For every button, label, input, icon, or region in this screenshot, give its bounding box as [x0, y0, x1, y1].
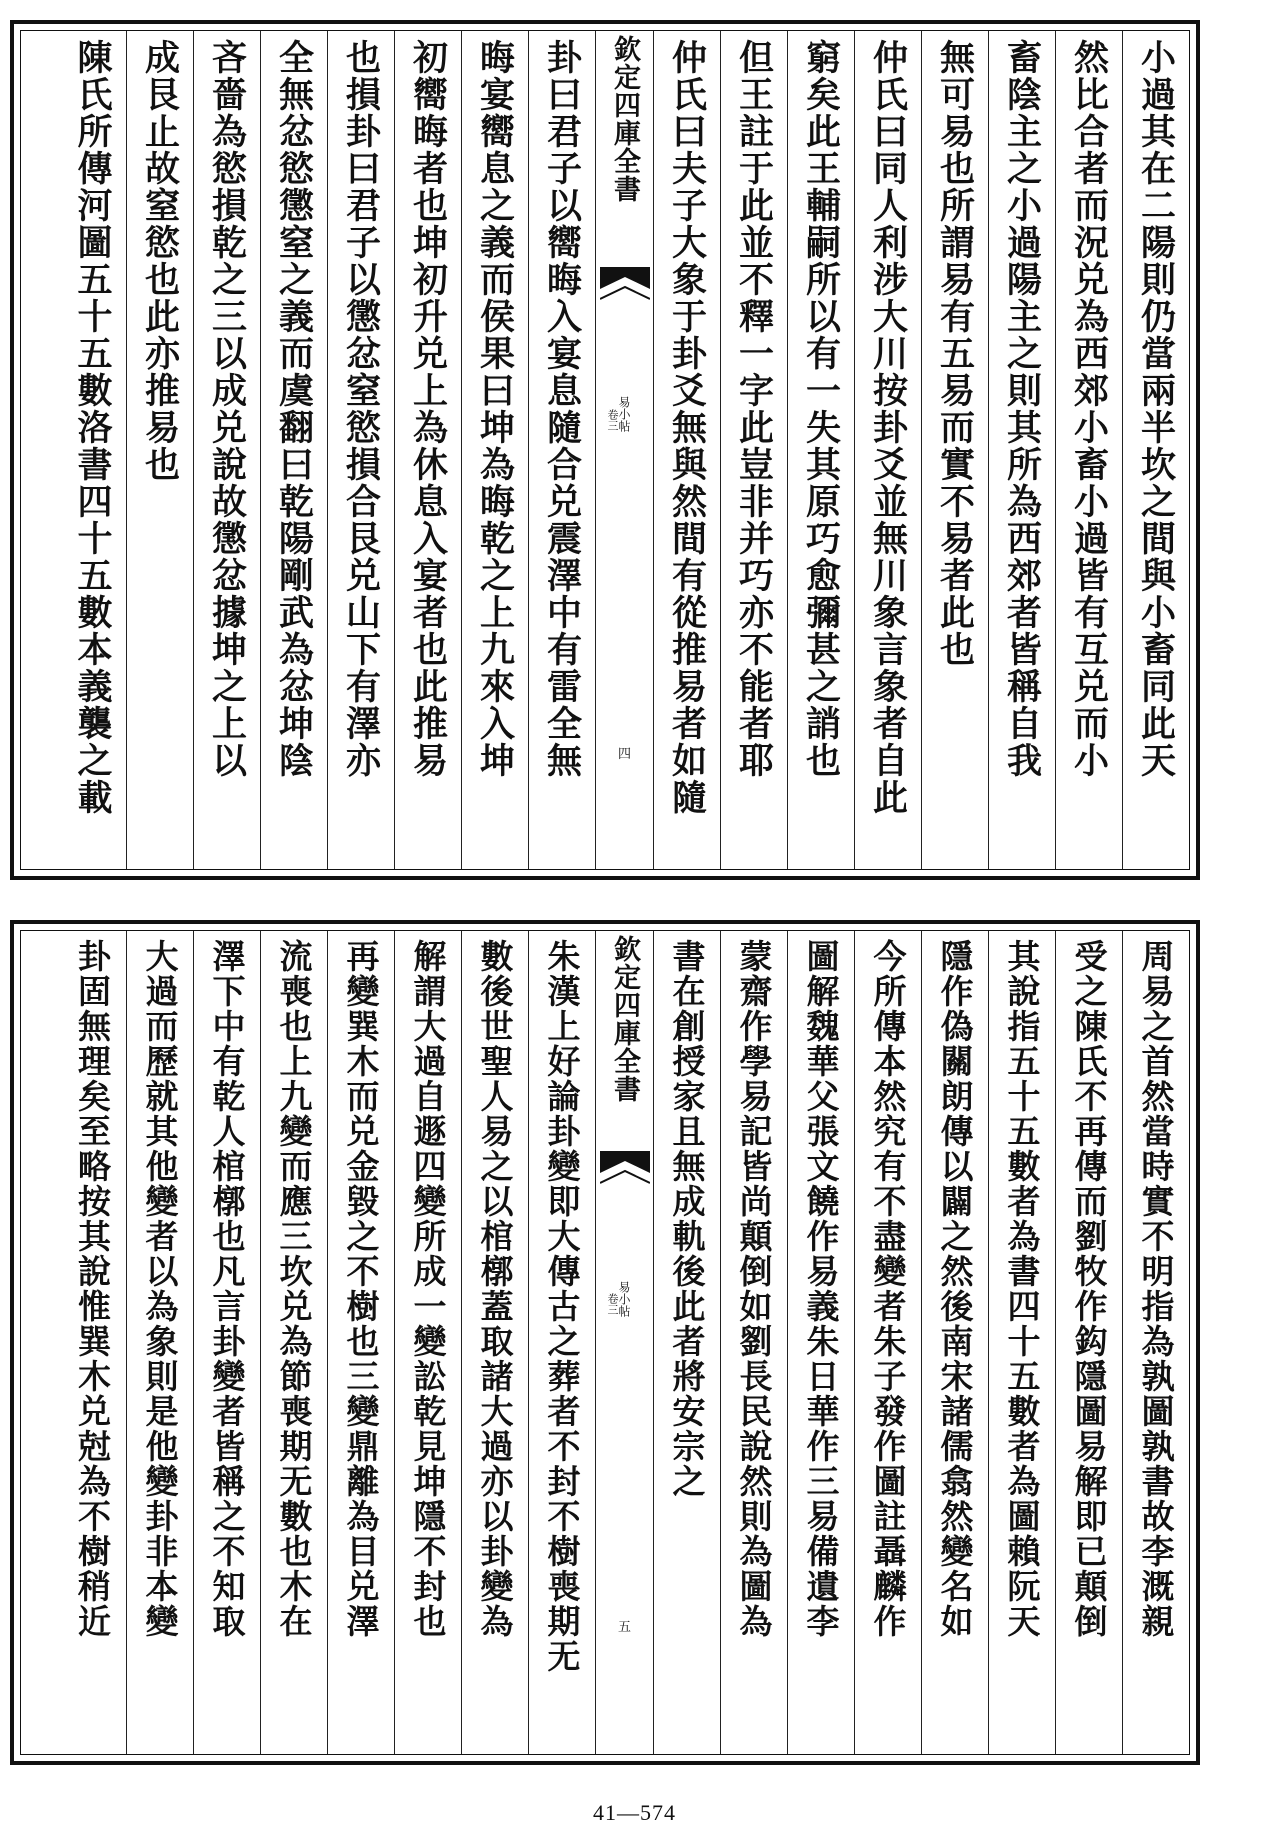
column-text: 仲氏曰同人利涉大川按卦爻並無川象言象者自此 — [867, 39, 909, 816]
volume-label: 卷三 — [606, 409, 619, 431]
column-text: 也損卦曰君子以懲忿窒慾損合艮兑山下有澤亦 — [340, 39, 382, 779]
text-column — [1122, 931, 1189, 1754]
column-text: 但王註于此並不釋一字此豈非并巧亦不能者耶 — [733, 39, 775, 779]
column-text: 然比合者而況兑為西郊小畜小過皆有互兑而小 — [1068, 39, 1110, 779]
column-text: 今所傳本然究有不盡變者朱子發作圖註聶麟作 — [868, 939, 908, 1639]
center-fold-column — [595, 931, 653, 1754]
text-column — [528, 931, 595, 1754]
column-text: 隱作偽關朗傳以闢之然後南宋諸儒翕然變名如 — [935, 939, 975, 1639]
column-text: 其說指五十五數者為書四十五數者為圖賴阮天 — [1002, 939, 1042, 1639]
bottom-half-leaf — [10, 920, 1200, 1765]
book-title: 易小帖 — [617, 1281, 631, 1317]
leaf-number: 五 — [617, 1620, 632, 1635]
column-text: 初嚮晦者也坤初升兑上為休息入宴者也此推易 — [407, 39, 449, 779]
text-column — [193, 31, 260, 869]
column-text: 再變巽木而兑金毀之不樹也三變鼎離為目兑澤 — [341, 939, 381, 1639]
fishtail-mark-icon — [600, 267, 650, 303]
text-column — [394, 31, 461, 869]
text-column — [720, 31, 787, 869]
text-column — [1122, 31, 1189, 869]
text-column — [653, 931, 720, 1754]
text-column — [461, 931, 528, 1754]
text-column — [126, 31, 193, 869]
top-half-leaf — [10, 20, 1200, 880]
text-column — [260, 931, 327, 1754]
center-fold-column — [595, 31, 653, 869]
column-text: 晦宴嚮息之義而侯果曰坤為晦乾之上九來入坤 — [474, 39, 516, 779]
page-number: 41—574 — [593, 1800, 676, 1825]
text-column — [59, 31, 126, 869]
column-text: 周易之首然當時實不明指為孰圖孰書故李溉親 — [1136, 939, 1176, 1639]
leaf-number: 四 — [617, 747, 632, 762]
text-column — [59, 931, 126, 1754]
column-text: 無可易也所謂易有五易而實不易者此也 — [934, 39, 976, 668]
column-text: 小過其在二陽則仍當兩半坎之間與小畜同此天 — [1135, 39, 1177, 779]
text-column — [327, 931, 394, 1754]
column-text: 窮矣此王輔嗣所以有一失其原巧愈彌甚之誚也 — [800, 39, 842, 779]
text-column — [528, 31, 595, 869]
column-text: 卦曰君子以嚮晦入宴息隨合兑震澤中有雷全無 — [541, 39, 583, 779]
text-column — [854, 31, 921, 869]
text-column — [921, 931, 988, 1754]
text-column — [193, 931, 260, 1754]
top-text-frame — [20, 30, 1190, 870]
column-text: 吝嗇為慾損乾之三以成兑說故懲忿據坤之上以 — [206, 39, 248, 779]
column-text: 數後世聖人易之以棺槨蓋取諸大過亦以卦變為 — [475, 939, 515, 1639]
text-column — [988, 31, 1055, 869]
text-column — [260, 31, 327, 869]
text-column — [126, 931, 193, 1754]
column-text: 畜陰主之小過陽主之則其所為西郊者皆稱自我 — [1001, 39, 1043, 779]
column-text: 成艮止故窒慾也此亦推易也 — [139, 39, 181, 483]
collection-title: 欽定四庫全書 — [609, 35, 640, 203]
text-column — [1055, 931, 1122, 1754]
text-column — [921, 31, 988, 869]
text-column — [854, 931, 921, 1754]
column-text: 朱漢上好論卦變即大傳古之葬者不封不樹喪期无 — [542, 939, 582, 1674]
text-column — [988, 931, 1055, 1754]
collection-title: 欽定四庫全書 — [609, 935, 640, 1103]
text-column — [787, 31, 854, 869]
column-text: 流喪也上九變而應三坎兑為節喪期无數也木在 — [274, 939, 314, 1639]
text-column — [461, 31, 528, 869]
text-column — [327, 31, 394, 869]
text-column — [787, 931, 854, 1754]
column-text: 蒙齋作學易記皆尚顛倒如劉長民說然則為圖為 — [734, 939, 774, 1639]
column-text: 大過而歷就其他變者以為象則是他變卦非本變 — [140, 939, 180, 1639]
column-text: 仲氏曰夫子大象于卦爻無與然間有從推易者如隨 — [666, 39, 708, 816]
volume-label: 卷三 — [606, 1293, 619, 1315]
column-text: 澤下中有乾人棺槨也凡言卦變者皆稱之不知取 — [207, 939, 247, 1639]
fishtail-mark-icon — [600, 1151, 650, 1187]
column-text: 受之陳氏不再傳而劉牧作鈎隱圖易解即已顛倒 — [1069, 939, 1109, 1639]
bottom-text-frame — [20, 930, 1190, 1755]
column-text: 卦固無理矣至略按其說惟巽木兑尅為不樹稍近 — [73, 939, 112, 1639]
text-column — [720, 931, 787, 1754]
column-text: 陳氏所傳河圖五十五數洛書四十五數本義襲之載 — [72, 39, 113, 816]
column-text: 圖解魏華父張文饒作易義朱日華作三易備遺李 — [801, 939, 841, 1639]
text-column — [394, 931, 461, 1754]
column-text: 全無忿慾懲窒之義而虞翻曰乾陽剛武為忿坤陰 — [273, 39, 315, 779]
column-text: 書在創授家且無成軌後此者將安宗之 — [667, 939, 707, 1499]
column-text: 解謂大過自遯四變所成一變訟乾見坤隱不封也 — [408, 939, 448, 1639]
book-title: 易小帖 — [617, 396, 631, 432]
text-column — [653, 31, 720, 869]
text-column — [1055, 31, 1122, 869]
